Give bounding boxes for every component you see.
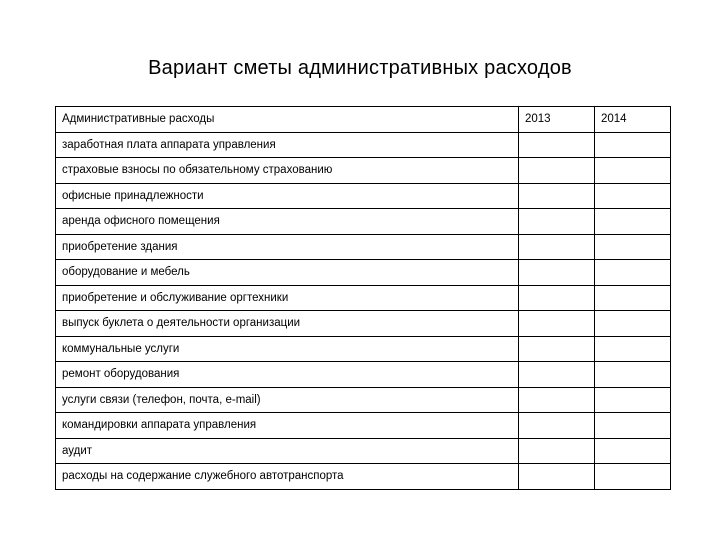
header-expenses: Административные расходы (56, 107, 519, 133)
expense-name-cell: выпуск буклета о деятельности организации (56, 311, 519, 337)
expense-name-cell: коммунальные услуги (56, 336, 519, 362)
expense-name-cell: страховые взносы по обязательному страхованию (56, 158, 519, 184)
value-2013-cell (519, 260, 595, 286)
value-2013-cell (519, 336, 595, 362)
value-2013-cell (519, 158, 595, 184)
table-row (56, 336, 671, 362)
value-2013-cell (519, 285, 595, 311)
value-2013-cell (519, 464, 595, 490)
value-2014-cell (595, 336, 671, 362)
value-2014-cell (595, 387, 671, 413)
table-row (56, 464, 671, 490)
expense-name-cell: аренда офисного помещения (56, 209, 519, 235)
value-2014-cell (595, 464, 671, 490)
value-2013-cell (519, 209, 595, 235)
table-row (56, 285, 671, 311)
value-2014-cell (595, 132, 671, 158)
value-2013-cell (519, 387, 595, 413)
page-title: Вариант сметы административных расходов (148, 57, 572, 79)
value-2014-cell (595, 311, 671, 337)
value-2014-cell (595, 209, 671, 235)
table-row (56, 158, 671, 184)
table-row (56, 209, 671, 235)
table-row (56, 438, 671, 464)
value-2013-cell (519, 438, 595, 464)
value-2013-cell (519, 234, 595, 260)
header-year-2014: 2014 (595, 107, 671, 133)
value-2014-cell (595, 438, 671, 464)
expense-name-cell: аудит (56, 438, 519, 464)
table-row (56, 234, 671, 260)
value-2014-cell (595, 183, 671, 209)
expense-name-cell: ремонт оборудования (56, 362, 519, 388)
table-row (56, 387, 671, 413)
expense-name-cell: приобретение и обслуживание оргтехники (56, 285, 519, 311)
value-2013-cell (519, 183, 595, 209)
value-2014-cell (595, 362, 671, 388)
table-row (56, 260, 671, 286)
expense-table (55, 106, 671, 490)
value-2014-cell (595, 285, 671, 311)
value-2014-cell (595, 260, 671, 286)
expense-name-cell: командировки аппарата управления (56, 413, 519, 439)
value-2014-cell (595, 234, 671, 260)
expense-name-cell: оборудование и мебель (56, 260, 519, 286)
value-2014-cell (595, 413, 671, 439)
table-row (56, 311, 671, 337)
expense-name-cell: офисные принадлежности (56, 183, 519, 209)
expense-name-cell: приобретение здания (56, 234, 519, 260)
value-2014-cell (595, 158, 671, 184)
expense-name-cell: услуги связи (телефон, почта, e-mail) (56, 387, 519, 413)
table-row (56, 183, 671, 209)
expense-name-cell: заработная плата аппарата управления (56, 132, 519, 158)
header-year-2013: 2013 (519, 107, 595, 133)
table-row (56, 132, 671, 158)
value-2013-cell (519, 413, 595, 439)
value-2013-cell (519, 311, 595, 337)
table-header-row (56, 107, 671, 133)
table-row (56, 362, 671, 388)
table-row (56, 413, 671, 439)
value-2013-cell (519, 362, 595, 388)
expense-name-cell: расходы на содержание служебного автотранспорта (56, 464, 519, 490)
value-2013-cell (519, 132, 595, 158)
